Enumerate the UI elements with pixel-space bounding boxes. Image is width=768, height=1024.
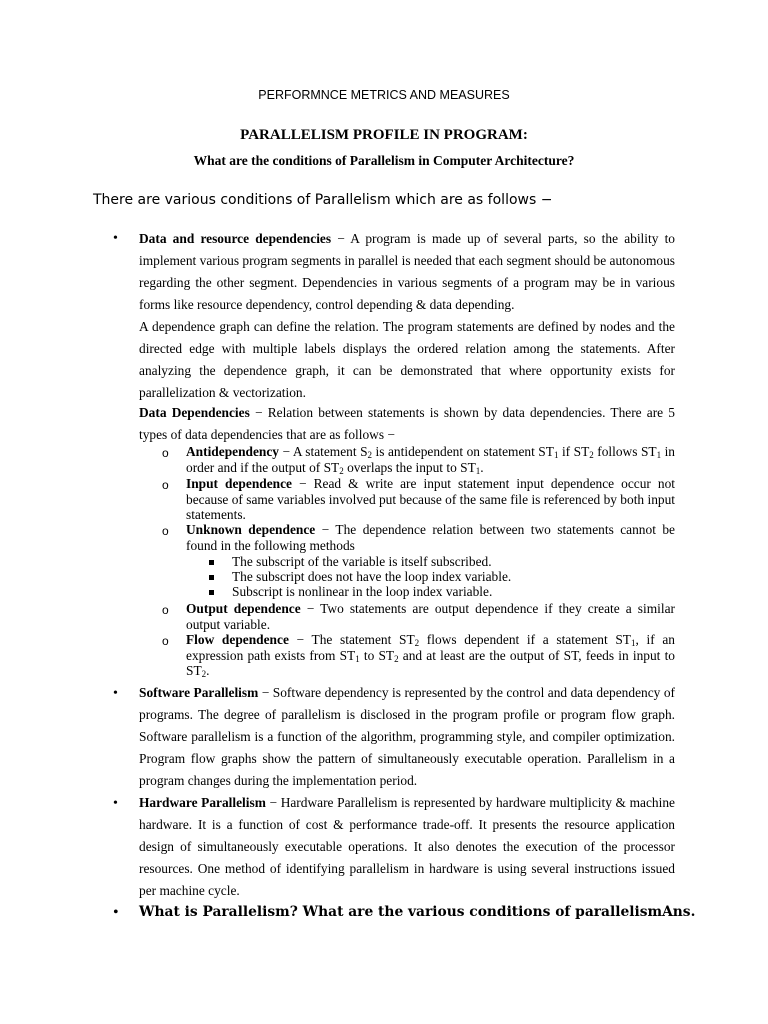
unknown-method-item: Subscript is nonlinear in the loop index variable. — [232, 584, 493, 599]
data-dependencies-paragraph: Data Dependencies − Relation between statements is shown by data dependencies. There are 5 types of data dependencies that are as follows − — [139, 405, 675, 442]
software-parallelism-term: Software Parallelism — [139, 685, 259, 700]
antidependency-item: Antidependency − A statement $S_2$ is antidependent on statement $ST_1$ if $ST_2$ follows $ST_1$ in order and if the output of $ST_2$ overlaps the input to $ST_1$. — [186, 444, 675, 476]
intro-text: There are various conditions of Parallelism which are as follows − — [93, 192, 553, 208]
flow-dependence-item: Flow dependence − The statement $ST_2$ flows dependent if a statement $ST_1$, if an expression path exists from $ST_1$ to $ST_2$ and at least are the output of ST, feeds in input to $ST_2$. — [186, 632, 675, 679]
unknown-dependence-item: Unknown dependence − The dependence relation between two statements cannot be found in the following methods — [186, 522, 675, 553]
square-bullet — [209, 590, 214, 595]
bullet-marker: • — [113, 231, 118, 246]
input-dependence-item: Input dependence − Read & write are input statement input dependence occur not because of same variables involved put because of the same file is referenced by both input statements. — [186, 476, 675, 522]
sub-bullet-marker: o — [162, 603, 169, 617]
data-dependencies-term: Data Dependencies — [139, 405, 250, 420]
page-title: PARALLELISM PROFILE IN PROGRAM: — [240, 127, 528, 143]
sub-bullet-marker: o — [162, 524, 169, 538]
sub-bullet-marker: o — [162, 634, 169, 648]
data-resource-term: Data and resource dependencies — [139, 231, 332, 246]
sub-bullet-marker: o — [162, 478, 169, 492]
unknown-method-item: The subscript does not have the loop index variable. — [232, 569, 512, 584]
page-subtitle: What are the conditions of Parallelism in Computer Architecture? — [193, 153, 575, 168]
dependence-graph-paragraph: A dependence graph can define the relation. The program statements are defined by nodes and the directed edge with multiple labels displays the ordered relation among the statements. After analyzing the dependence graph, it can be demonstrated that where opportunity exists for parallelization & vectorization. — [139, 319, 675, 400]
page-header: PERFORMNCE METRICS AND MEASURES — [258, 88, 510, 102]
final-question: What is Parallelism? What are the various conditions of parallelismAns. — [139, 904, 696, 920]
data-resource-paragraph: Data and resource dependencies − A program is made up of several parts, so the ability to implement various program segments in parallel is needed that each segment should be autonomous regarding the other segment. Dependencies in various segments of a program may be in various forms like resource dependency, control depending & data depending. — [139, 231, 675, 312]
hardware-parallelism-term: Hardware Parallelism — [139, 795, 266, 810]
bullet-marker: • — [113, 904, 119, 921]
hardware-parallelism-paragraph: Hardware Parallelism − Hardware Parallelism is represented by hardware multiplicity & machine hardware. It is a function of cost & performance trade-off. It presents the resource application design of simultaneously executable operations. It also denotes the execution of the processor resources. One method of identifying parallelism in hardware is using several instructions issued per machine cycle. — [139, 795, 675, 898]
bullet-marker: • — [113, 686, 118, 701]
bullet-marker: • — [113, 796, 118, 811]
square-bullet — [209, 560, 214, 565]
square-bullet — [209, 575, 214, 580]
unknown-method-item: The subscript of the variable is itself subscribed. — [232, 554, 492, 569]
software-parallelism-paragraph: Software Parallelism − Software dependency is represented by the control and data dependency of programs. The degree of parallelism is disclosed in the program profile or program flow graph. Software parallelism is a function of the algorithm, programming style, and compiler optimization. Program flow graphs show the pattern of simultaneously executable operation. Parallelism in a program changes during the implementation period. — [139, 685, 675, 788]
sub-bullet-marker: o — [162, 446, 169, 460]
output-dependence-item: Output dependence − Two statements are output dependence if they create a similar output variable. — [186, 601, 675, 632]
